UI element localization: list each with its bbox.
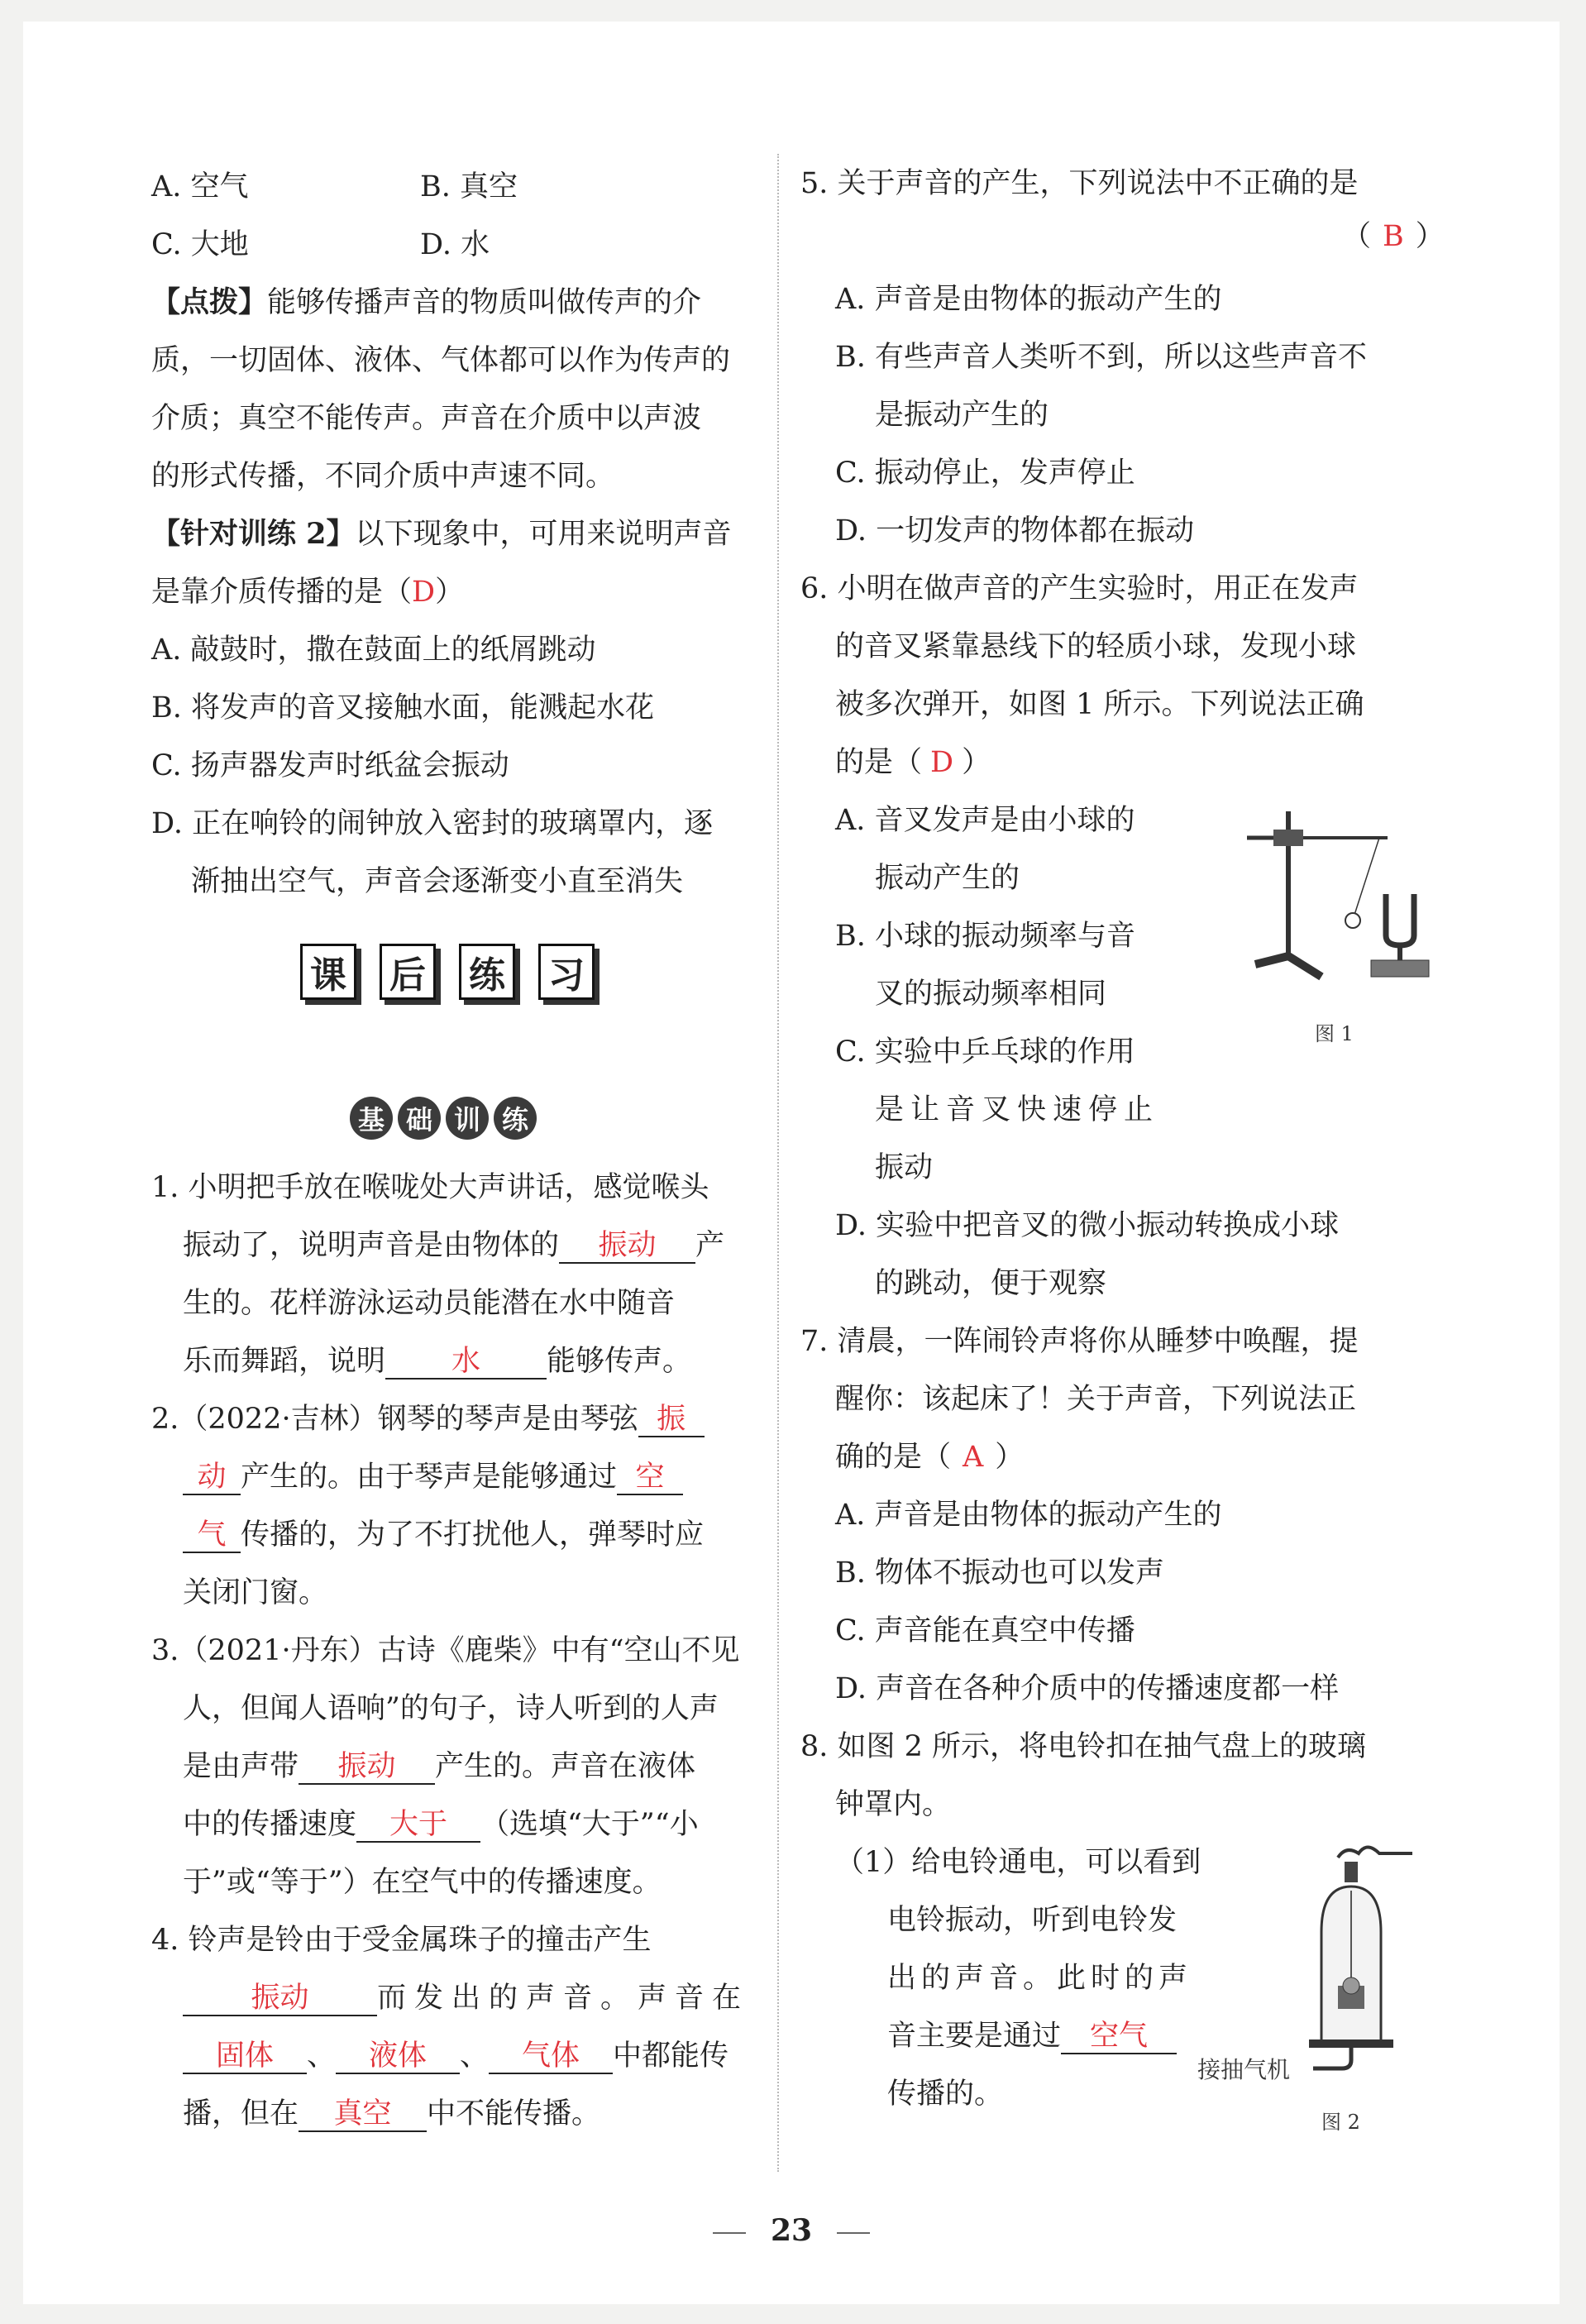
clamp bbox=[1273, 830, 1303, 846]
train-option-b: B. 将发声的音叉接触水面，能溅起水花 bbox=[151, 691, 654, 724]
q6-option-c-line-2: 是让音叉快速停止 bbox=[875, 1093, 1160, 1126]
q6-option-a-line-1: A. 音叉发声是由小球的 bbox=[835, 804, 1135, 837]
q3-line-5: 于”或“等于”）在空气中的传播速度。 bbox=[183, 1866, 662, 1899]
q8-blank-1: 空气 bbox=[1061, 2020, 1177, 2054]
option-d: D. 水 bbox=[420, 228, 490, 261]
option-c: C. 大地 bbox=[151, 228, 249, 261]
subsection-title-basic-training bbox=[350, 1097, 537, 1140]
bell-dome bbox=[1343, 1977, 1359, 1994]
pendulum-ball bbox=[1345, 913, 1360, 928]
q7-line-3: 确的是（ A ） bbox=[835, 1441, 1025, 1474]
tip-line-3: 介质；真空不能传声。声音在介质中以声波 bbox=[151, 402, 702, 435]
pump-pipe bbox=[1313, 2048, 1351, 2068]
q2-blank-2b: 气 bbox=[183, 1518, 241, 1553]
q6-option-d-line-1: D. 实验中把音叉的微小振动转换成小球 bbox=[835, 1209, 1340, 1242]
q4-blank-5: 真空 bbox=[299, 2097, 427, 2132]
pendulum-string bbox=[1354, 838, 1379, 915]
q7-line-1: 7. 清晨，一阵闹铃声将你从睡梦中唤醒，提 bbox=[800, 1325, 1359, 1358]
q8-line-2: 钟罩内。 bbox=[835, 1788, 952, 1821]
q2-blank-2a: 空 bbox=[617, 1461, 683, 1495]
q1-line-3: 生的。花样游泳运动员能潜在水中随音 bbox=[183, 1287, 676, 1320]
q4-blank-2: 固体 bbox=[183, 2039, 307, 2074]
q3-line-2: 人，但闻人语响”的句子，诗人听到的人声 bbox=[183, 1692, 719, 1725]
q7-option-b: B. 物体不振动也可以发声 bbox=[835, 1557, 1164, 1590]
q3-line-4: 中的传播速度 大于 （选填“大于”“小 bbox=[183, 1808, 699, 1841]
q6-option-b-line-2: 叉的振动频率相同 bbox=[875, 978, 1107, 1011]
q6-answer: D bbox=[930, 746, 954, 779]
q6-line-2: 的音叉紧靠悬线下的轻质小球，发现小球 bbox=[835, 630, 1357, 663]
q1-line-1: 1. 小明把手放在喉咙处大声讲话，感觉喉头 bbox=[151, 1171, 709, 1204]
column-divider bbox=[777, 154, 779, 2172]
q8-part-1-line-5: 传播的。 bbox=[887, 2078, 1004, 2111]
page bbox=[23, 22, 1560, 2304]
q3-blank-2: 大于 bbox=[356, 1808, 480, 1843]
q4-blank-3: 液体 bbox=[336, 2039, 460, 2074]
q1-blank-2: 水 bbox=[385, 1345, 547, 1380]
jar-knob bbox=[1345, 1862, 1358, 1882]
q2-line-1: 2.（2022·吉林）钢琴的琴声是由琴弦 振 bbox=[151, 1399, 705, 1439]
q2-blank-1a: 振 bbox=[638, 1403, 705, 1437]
q5-option-d: D. 一切发声的物体都在振动 bbox=[835, 514, 1195, 548]
q4-line-3: 固体 、 液体 、 气体 中都能传 bbox=[183, 2036, 729, 2076]
section-title-char: 后 bbox=[380, 944, 436, 1000]
q8-part-1-line-1: （1）给电铃通电，可以看到 bbox=[835, 1846, 1201, 1879]
q5-line-1: 5. 关于声音的产生，下列说法中不正确的是 bbox=[800, 167, 1359, 200]
q4-blank-4: 气体 bbox=[489, 2039, 613, 2074]
tip-label: 【点拨】 bbox=[151, 285, 268, 319]
q7-option-d: D. 声音在各种介质中的传播速度都一样 bbox=[835, 1672, 1340, 1705]
q7-option-c: C. 声音能在真空中传播 bbox=[835, 1614, 1135, 1647]
subsection-title-char: 训 bbox=[446, 1097, 489, 1140]
train-label: 【针对训练 2】 bbox=[151, 517, 356, 551]
q1-blank-1: 振动 bbox=[559, 1229, 695, 1264]
wire-icon bbox=[1338, 1848, 1412, 1858]
q6-option-b-line-1: B. 小球的振动频率与音 bbox=[835, 920, 1135, 953]
fork-prongs bbox=[1386, 894, 1414, 945]
figure-2-caption: 图 2 bbox=[1321, 2111, 1360, 2134]
q2-blank-1b: 动 bbox=[183, 1461, 241, 1495]
tip-line-2: 质，一切固体、液体、气体都可以作为传声的 bbox=[151, 344, 731, 377]
q5-option-c: C. 振动停止，发声停止 bbox=[835, 457, 1135, 490]
q8-part-1-line-2: 电铃振动，听到电铃发 bbox=[887, 1904, 1178, 1937]
q6-option-c-line-3: 振动 bbox=[875, 1151, 934, 1184]
tip-line-4: 的形式传播，不同介质中声速不同。 bbox=[151, 460, 615, 493]
subsection-title-char: 练 bbox=[494, 1097, 537, 1140]
figure-1-tuning-fork-apparatus bbox=[1239, 795, 1445, 993]
section-title-after-class-practice bbox=[300, 944, 595, 1000]
section-title-char: 习 bbox=[538, 944, 595, 1000]
q4-line-2: 振动 而发出的声音。声音在 bbox=[183, 1978, 749, 2018]
subsection-title-char: 基 bbox=[350, 1097, 393, 1140]
q7-answer: A bbox=[963, 1441, 984, 1474]
train-option-c: C. 扬声器发声时纸盆会振动 bbox=[151, 749, 509, 782]
train-line-2: 是靠介质传播的是（D） bbox=[151, 576, 465, 609]
q3-blank-1: 振动 bbox=[299, 1750, 435, 1785]
figure-1-caption: 图 1 bbox=[1315, 1022, 1354, 1045]
q1-line-4: 乐而舞蹈，说明 水 能够传声。 bbox=[183, 1345, 692, 1378]
page-number: 23 bbox=[23, 2213, 1560, 2248]
q6-option-d-line-2: 的跳动，便于观察 bbox=[875, 1267, 1107, 1300]
q5-answer: B bbox=[1383, 220, 1404, 253]
q3-line-3: 是由声带 振动 产生的。声音在液体 bbox=[183, 1750, 696, 1783]
train-line-1: 【针对训练 2】以下现象中，可用来说明声音 bbox=[151, 517, 732, 551]
q5-option-b-line-1: B. 有些声音人类听不到，所以这些声音不 bbox=[835, 341, 1367, 374]
air-plate bbox=[1309, 2039, 1393, 2048]
q7-line-2: 醒你：该起床了！关于声音，下列说法正 bbox=[835, 1383, 1357, 1416]
train-option-a: A. 敲鼓时，撒在鼓面上的纸屑跳动 bbox=[151, 634, 596, 667]
q6-line-1: 6. 小明在做声音的产生实验时，用正在发声 bbox=[800, 572, 1359, 605]
q5-answer-paren: （ B ） bbox=[1342, 220, 1445, 253]
q6-line-3: 被多次弹开，如图 1 所示。下列说法正确 bbox=[835, 688, 1364, 721]
q2-line-4: 关闭门窗。 bbox=[183, 1576, 328, 1609]
option-a: A. 空气 bbox=[151, 170, 249, 203]
q4-line-4: 播，但在 真空 中不能传播。 bbox=[183, 2097, 601, 2130]
q4-blank-1: 振动 bbox=[183, 1982, 377, 2016]
q6-option-a-line-2: 振动产生的 bbox=[875, 862, 1020, 895]
q8-line-1: 8. 如图 2 所示，将电铃扣在抽气盘上的玻璃 bbox=[800, 1730, 1367, 1763]
q8-part-1-line-4: 音主要是通过 空气 bbox=[887, 2016, 1177, 2056]
q2-line-3: 气 传播的，为了不打扰他人，弹琴时应 bbox=[183, 1515, 704, 1555]
tip-line-1: 【点拨】能够传播声音的物质叫做传声的介 bbox=[151, 285, 702, 319]
train-answer: D bbox=[412, 576, 436, 609]
q7-option-a: A. 声音是由物体的振动产生的 bbox=[835, 1499, 1222, 1532]
stand-base bbox=[1255, 956, 1321, 977]
train-option-d-line-1: D. 正在响铃的闹钟放入密封的玻璃罩内，逐 bbox=[151, 807, 714, 840]
q5-option-a: A. 声音是由物体的振动产生的 bbox=[835, 283, 1222, 316]
q2-line-2: 动 产生的。由于琴声是能够通过 空 bbox=[183, 1457, 683, 1497]
fork-base bbox=[1371, 960, 1429, 977]
section-title-char: 练 bbox=[459, 944, 515, 1000]
section-title-char: 课 bbox=[300, 944, 356, 1000]
figure-2-label: 接抽气机 bbox=[1197, 2056, 1291, 2083]
q6-line-4: 的是（ D ） bbox=[835, 746, 991, 779]
q4-line-1: 4. 铃声是铃由于受金属珠子的撞击产生 bbox=[151, 1924, 652, 1957]
train-option-d-line-2: 渐抽出空气，声音会逐渐变小直至消失 bbox=[191, 865, 684, 898]
q3-line-1: 3.（2021·丹东）古诗《鹿柴》中有“空山不见 bbox=[151, 1634, 740, 1667]
q6-option-c-line-1: C. 实验中乒乓球的作用 bbox=[835, 1035, 1135, 1069]
q5-option-b-line-2: 是振动产生的 bbox=[875, 399, 1049, 432]
q1-line-2: 振动了，说明声音是由物体的 振动 产 bbox=[183, 1229, 725, 1262]
option-b: B. 真空 bbox=[420, 170, 518, 203]
subsection-title-char: 础 bbox=[398, 1097, 441, 1140]
q8-part-1-line-3: 出的声音。此时的声 bbox=[887, 1962, 1193, 1995]
